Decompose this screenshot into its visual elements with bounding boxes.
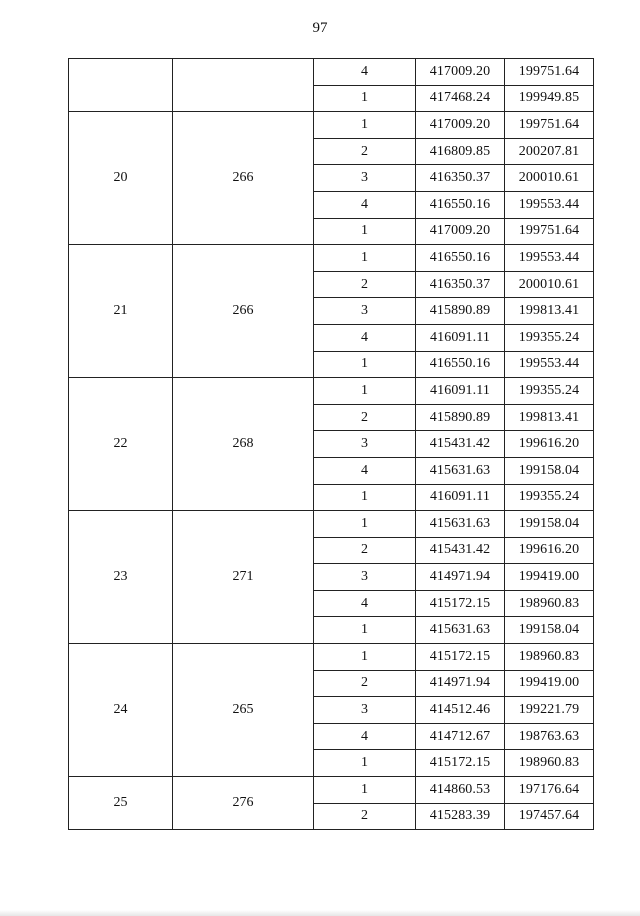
y-coordinate-cell: 199616.20: [505, 537, 594, 564]
plot-area-cell: [173, 59, 314, 112]
x-coordinate-cell: 415890.89: [416, 404, 505, 431]
point-number-cell: 1: [314, 750, 416, 777]
point-number-cell: 4: [314, 457, 416, 484]
point-number-cell: 4: [314, 191, 416, 218]
point-number-cell: 4: [314, 324, 416, 351]
x-coordinate-cell: 416091.11: [416, 324, 505, 351]
plot-area-cell: 265: [173, 644, 314, 777]
x-coordinate-cell: 416550.16: [416, 245, 505, 272]
x-coordinate-cell: 414971.94: [416, 670, 505, 697]
plot-number-cell: 25: [69, 777, 173, 830]
x-coordinate-cell: 417009.20: [416, 112, 505, 139]
y-coordinate-cell: 197457.64: [505, 803, 594, 830]
point-number-cell: 1: [314, 644, 416, 671]
x-coordinate-cell: 415172.15: [416, 644, 505, 671]
x-coordinate-cell: 417009.20: [416, 59, 505, 86]
point-number-cell: 2: [314, 271, 416, 298]
point-number-cell: 1: [314, 112, 416, 139]
x-coordinate-cell: 417468.24: [416, 85, 505, 112]
plot-area-cell: 266: [173, 245, 314, 378]
coordinates-table-body: [69, 59, 594, 830]
x-coordinate-cell: 415431.42: [416, 431, 505, 458]
y-coordinate-cell: 200207.81: [505, 138, 594, 165]
plot-area-cell: 268: [173, 378, 314, 511]
plot-number-cell: 22: [69, 378, 173, 511]
y-coordinate-cell: 199419.00: [505, 564, 594, 591]
point-number-cell: 3: [314, 298, 416, 325]
y-coordinate-cell: 198763.63: [505, 723, 594, 750]
x-coordinate-cell: 416091.11: [416, 378, 505, 405]
point-number-cell: 4: [314, 590, 416, 617]
y-coordinate-cell: 199419.00: [505, 670, 594, 697]
y-coordinate-cell: 199553.44: [505, 351, 594, 378]
x-coordinate-cell: 416809.85: [416, 138, 505, 165]
plot-number-cell: [69, 59, 173, 112]
y-coordinate-cell: 199949.85: [505, 85, 594, 112]
y-coordinate-cell: 199158.04: [505, 457, 594, 484]
x-coordinate-cell: 414512.46: [416, 697, 505, 724]
y-coordinate-cell: 199158.04: [505, 511, 594, 538]
plot-number-cell: 20: [69, 112, 173, 245]
y-coordinate-cell: 199813.41: [505, 298, 594, 325]
point-number-cell: 3: [314, 697, 416, 724]
point-number-cell: 1: [314, 85, 416, 112]
x-coordinate-cell: 415431.42: [416, 537, 505, 564]
x-coordinate-cell: 416550.16: [416, 191, 505, 218]
point-number-cell: 1: [314, 511, 416, 538]
y-coordinate-cell: 199751.64: [505, 218, 594, 245]
x-coordinate-cell: 416091.11: [416, 484, 505, 511]
table-row: [69, 245, 594, 272]
y-coordinate-cell: 200010.61: [505, 165, 594, 192]
x-coordinate-cell: 415631.63: [416, 617, 505, 644]
y-coordinate-cell: 199616.20: [505, 431, 594, 458]
x-coordinate-cell: 414971.94: [416, 564, 505, 591]
x-coordinate-cell: 415283.39: [416, 803, 505, 830]
y-coordinate-cell: 199553.44: [505, 245, 594, 272]
x-coordinate-cell: 416550.16: [416, 351, 505, 378]
x-coordinate-cell: 415631.63: [416, 511, 505, 538]
table-row: [69, 777, 594, 804]
y-coordinate-cell: 199355.24: [505, 324, 594, 351]
point-number-cell: 2: [314, 404, 416, 431]
point-number-cell: 2: [314, 138, 416, 165]
point-number-cell: 4: [314, 723, 416, 750]
point-number-cell: 4: [314, 59, 416, 86]
table-row: [69, 378, 594, 405]
coordinates-table: [68, 58, 594, 830]
point-number-cell: 3: [314, 564, 416, 591]
y-coordinate-cell: 199751.64: [505, 112, 594, 139]
point-number-cell: 1: [314, 351, 416, 378]
y-coordinate-cell: 199355.24: [505, 378, 594, 405]
page-number: 97: [312, 20, 328, 36]
plot-number-cell: 23: [69, 511, 173, 644]
y-coordinate-cell: 199221.79: [505, 697, 594, 724]
point-number-cell: 3: [314, 431, 416, 458]
point-number-cell: 1: [314, 617, 416, 644]
y-coordinate-cell: 200010.61: [505, 271, 594, 298]
x-coordinate-cell: 415631.63: [416, 457, 505, 484]
y-coordinate-cell: 199813.41: [505, 404, 594, 431]
plot-area-cell: 276: [173, 777, 314, 830]
y-coordinate-cell: 199158.04: [505, 617, 594, 644]
plot-area-cell: 271: [173, 511, 314, 644]
plot-number-cell: 21: [69, 245, 173, 378]
y-coordinate-cell: 198960.83: [505, 590, 594, 617]
x-coordinate-cell: 415890.89: [416, 298, 505, 325]
x-coordinate-cell: 416350.37: [416, 165, 505, 192]
y-coordinate-cell: 197176.64: [505, 777, 594, 804]
plot-number-cell: 24: [69, 644, 173, 777]
y-coordinate-cell: 198960.83: [505, 750, 594, 777]
point-number-cell: 1: [314, 484, 416, 511]
x-coordinate-cell: 414712.67: [416, 723, 505, 750]
table-row: [69, 644, 594, 671]
y-coordinate-cell: 199751.64: [505, 59, 594, 86]
point-number-cell: 2: [314, 537, 416, 564]
y-coordinate-cell: 199355.24: [505, 484, 594, 511]
point-number-cell: 1: [314, 245, 416, 272]
point-number-cell: 1: [314, 378, 416, 405]
y-coordinate-cell: 198960.83: [505, 644, 594, 671]
table-row: [69, 112, 594, 139]
y-coordinate-cell: 199553.44: [505, 191, 594, 218]
x-coordinate-cell: 415172.15: [416, 590, 505, 617]
x-coordinate-cell: 415172.15: [416, 750, 505, 777]
point-number-cell: 2: [314, 670, 416, 697]
point-number-cell: 2: [314, 803, 416, 830]
plot-area-cell: 266: [173, 112, 314, 245]
x-coordinate-cell: 417009.20: [416, 218, 505, 245]
table-row: [69, 59, 594, 86]
x-coordinate-cell: 416350.37: [416, 271, 505, 298]
point-number-cell: 3: [314, 165, 416, 192]
page-edge-shadow: [0, 910, 640, 916]
x-coordinate-cell: 414860.53: [416, 777, 505, 804]
point-number-cell: 1: [314, 218, 416, 245]
point-number-cell: 1: [314, 777, 416, 804]
table-row: [69, 511, 594, 538]
